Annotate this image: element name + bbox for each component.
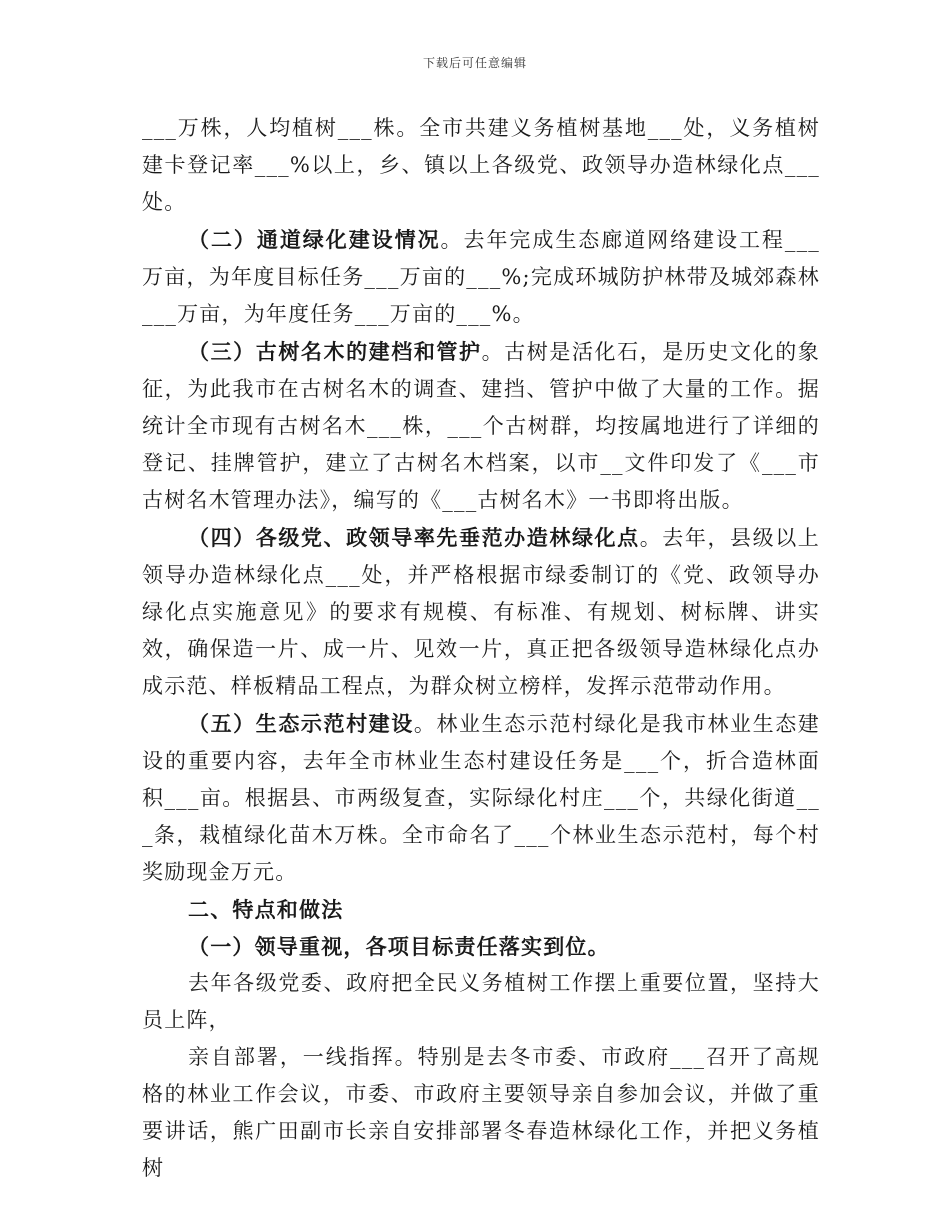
paragraph-text: ___万株，人均植树___株。全市共建义务植树基地___处，义务植树建卡登记率___%以上，乡、镇以上各级党、政领导办造林绿化点___处。 xyxy=(142,116,820,214)
section-title: 二、特点和做法 xyxy=(188,897,344,922)
paragraph-heading: （四）各级党、政领导率先垂范办造林绿化点 xyxy=(188,525,640,550)
body-paragraph: 亲自部署，一线指挥。特别是去冬市委、市政府___召开了高规格的林业工作会议，市委、市政府主要领导亲自参加会议，并做了重要讲话，熊广田副市长亲自安排部署冬春造林绿化工作，并把义务植树 xyxy=(142,1045,820,1180)
body-paragraph: 去年各级党委、政府把全民义务植树工作摆上重要位置，坚持大员上阵， xyxy=(142,971,820,1032)
paragraph-eco-villages xyxy=(142,705,820,891)
paragraph-text: 。去年，县级以上领导办造林绿化点___处，并严格根据市绿委制订的《党、政领导办绿化点实施意见》的要求有规模、有标准、有规划、树标牌、讲实效，确保造一片、成一片、见效一片，真正把各级领导造林绿化点办成示范、样板精品工程点，为群众树立榜样，发挥示范带动作用。 xyxy=(142,526,820,698)
paragraph-text: 。去年完成生态廊道网络建设工程___万亩，为年度目标任务___万亩的___%;完成环城防护林带及城郊森林___万亩，为年度任务___万亩的___%。 xyxy=(142,228,820,326)
paragraph-road-greening xyxy=(142,221,820,333)
paragraph-heading: （五）生态示范村建设 xyxy=(188,711,414,736)
sub-heading: （一）领导重视，各项目标责任落实到位。 xyxy=(188,934,610,959)
paragraph-text: 。林业生态示范村绿化是我市林业生态建设的重要内容，去年全市林业生态村建设任务是___个，折合造林面积___亩。根据县、市两级复查，实际绿化村庄___个，共绿化街道___条，栽植绿化苗木万株。全市命名了___个林业生态示范村，每个村奖励现金万元。 xyxy=(142,712,821,884)
paragraph-text: 。古树是活化石，是历史文化的象征，为此我市在古树名木的调查、建挡、管护中做了大量的工作。据统计全市现有古树名木___株，___个古树群，均按属地进行了详细的登记、挂牌管护，建立了古树名木档案，以市__文件印发了《___市古树名木管理办法》，编写的《___古树名木》一书即将出版。 xyxy=(142,340,820,512)
document-body xyxy=(142,110,820,1187)
page-header-note: 下载后可任意编辑 xyxy=(422,56,527,70)
paragraph-ancient-trees xyxy=(142,333,820,519)
paragraph-leader-demo-sites xyxy=(142,519,820,705)
paragraph-continuation xyxy=(142,110,820,221)
paragraph-heading: （三）古树名木的建档和管护 xyxy=(188,339,482,364)
paragraph-heading: （二）通道绿化建设情况 xyxy=(188,227,441,252)
